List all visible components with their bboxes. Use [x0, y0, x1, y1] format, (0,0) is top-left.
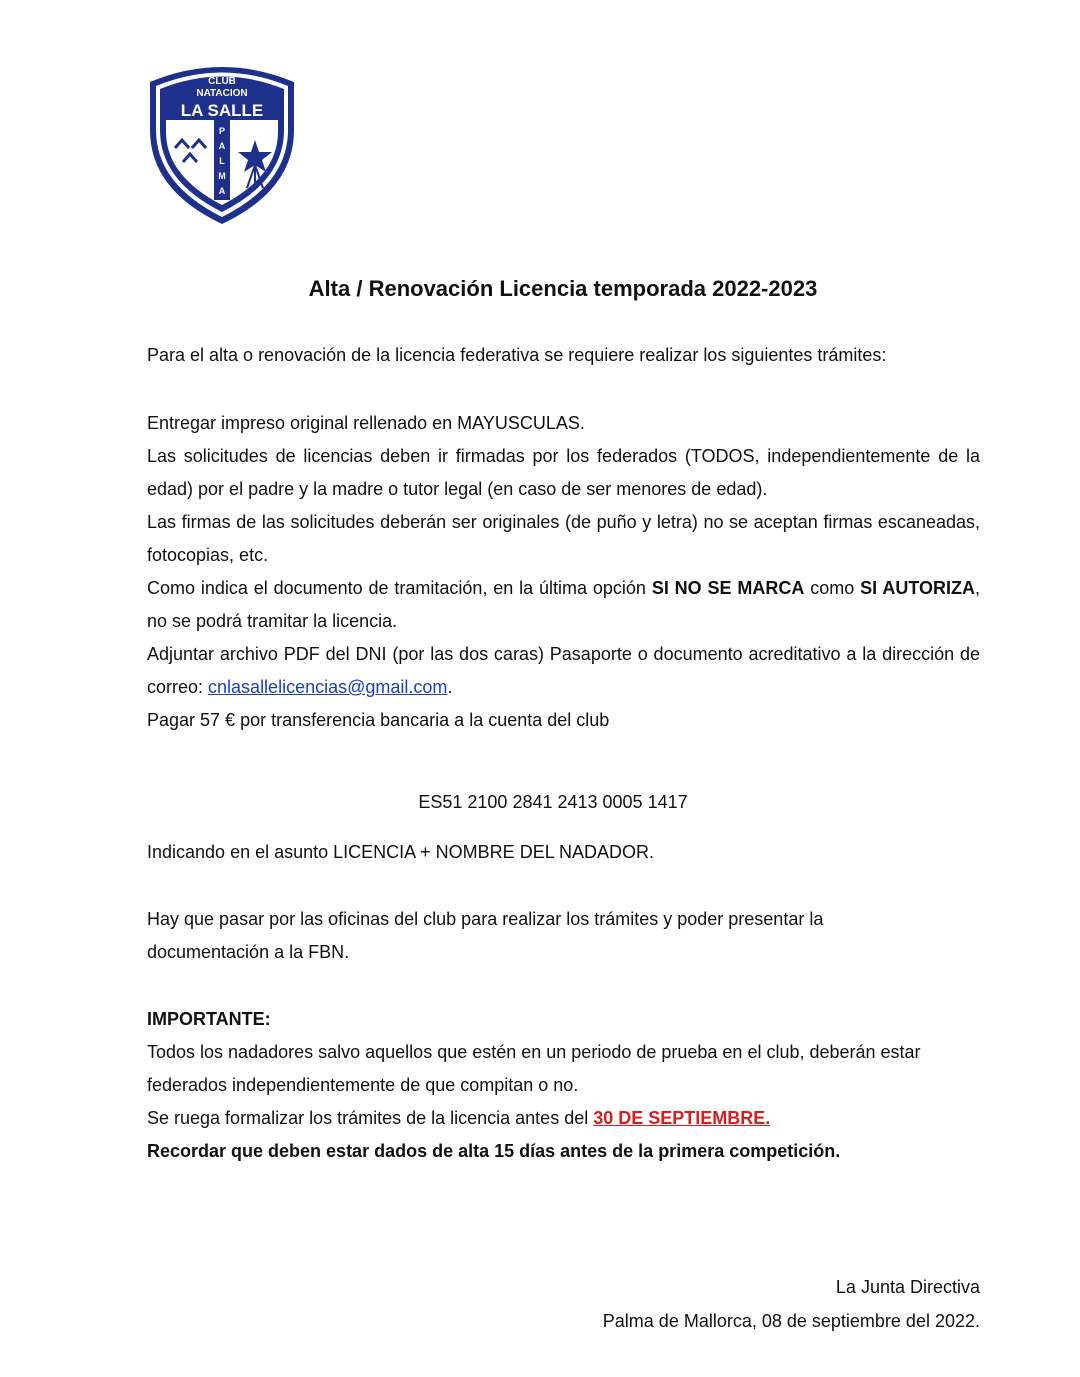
- important-deadline-text: Se ruega formalizar los trámites de la licencia antes del: [147, 1108, 594, 1128]
- step-original-form: Entregar impreso original rellenado en MAYUSCULAS.: [147, 413, 585, 433]
- step-attach-dni: [147, 638, 980, 704]
- step-authorization: [147, 572, 980, 638]
- signature-place-date: Palma de Mallorca, 08 de septiembre del 2022.: [602, 1311, 980, 1331]
- svg-text:M: M: [218, 171, 226, 181]
- svg-text:LA SALLE: LA SALLE: [180, 101, 264, 120]
- svg-text:A: A: [218, 141, 226, 151]
- step-attach-dni-text: Adjuntar archivo PDF del DNI (por las dos caras) Pasaporte o documento acreditativo a la dirección de correo:: [147, 644, 980, 697]
- signature-name: La Junta Directiva: [835, 1277, 980, 1297]
- offices-paragraph: Hay que pasar por las oficinas del club para realizar los trámites y poder presentar la documentación a la FBN.: [147, 909, 824, 962]
- club-logo: [147, 60, 297, 226]
- step-authorization-text: Como indica el documento de tramitación, en la última opción: [147, 578, 652, 598]
- step-signatures: Las solicitudes de licencias deben ir firmadas por los federados (TODOS, independientemente de la edad) por el padre y la madre o tutor legal (en caso de ser menores de edad).: [147, 446, 980, 499]
- important-federation-note: Todos los nadadores salvo aquellos que estén en un periodo de prueba en el club, deberán estar federados independientemente de que compitan o no.: [147, 1042, 921, 1095]
- svg-text:CLUB: CLUB: [208, 76, 236, 87]
- step-authorization-end: , no se podrá tramitar la licencia.: [147, 578, 980, 631]
- iban-number: ES51 2100 2841 2413 0005 1417: [418, 792, 688, 812]
- svg-text:NATACION: NATACION: [196, 88, 248, 99]
- signature-block: [603, 1270, 980, 1338]
- svg-text:A: A: [218, 186, 226, 196]
- step-authorization-como: como: [804, 578, 861, 598]
- si-autoriza: SI AUTORIZA: [860, 578, 975, 598]
- important-deadline: [147, 1102, 997, 1135]
- svg-text:L: L: [219, 156, 225, 166]
- si-no-se-marca: SI NO SE MARCA: [651, 578, 805, 598]
- deadline-date: 30 DE SEPTIEMBRE.: [593, 1108, 771, 1128]
- important-competition-note: Recordar que deben estar dados de alta 15 días antes de la primera competición.: [147, 1141, 841, 1161]
- document-title: Alta / Renovación Licencia temporada 2022-2023: [308, 276, 818, 301]
- step-attach-dni-end: .: [447, 677, 453, 697]
- step-original-signatures: Las firmas de las solicitudes deberán ser originales (de puño y letra) no se aceptan firmas escaneadas, fotocopias, etc.: [147, 512, 980, 565]
- step-payment: Pagar 57 € por transferencia bancaria a la cuenta del club: [147, 710, 610, 730]
- svg-text:P: P: [218, 126, 226, 136]
- intro-paragraph: Para el alta o renovación de la licencia federativa se requiere realizar los siguientes trámites:: [147, 345, 887, 365]
- important-section: [147, 1003, 997, 1168]
- subject-instruction: Indicando en el asunto LICENCIA + NOMBRE DEL NADADOR.: [147, 842, 655, 862]
- email-link[interactable]: cnlasallelicencias@gmail.com: [208, 677, 448, 697]
- important-heading: IMPORTANTE:: [147, 1009, 271, 1029]
- steps-block: [147, 407, 980, 737]
